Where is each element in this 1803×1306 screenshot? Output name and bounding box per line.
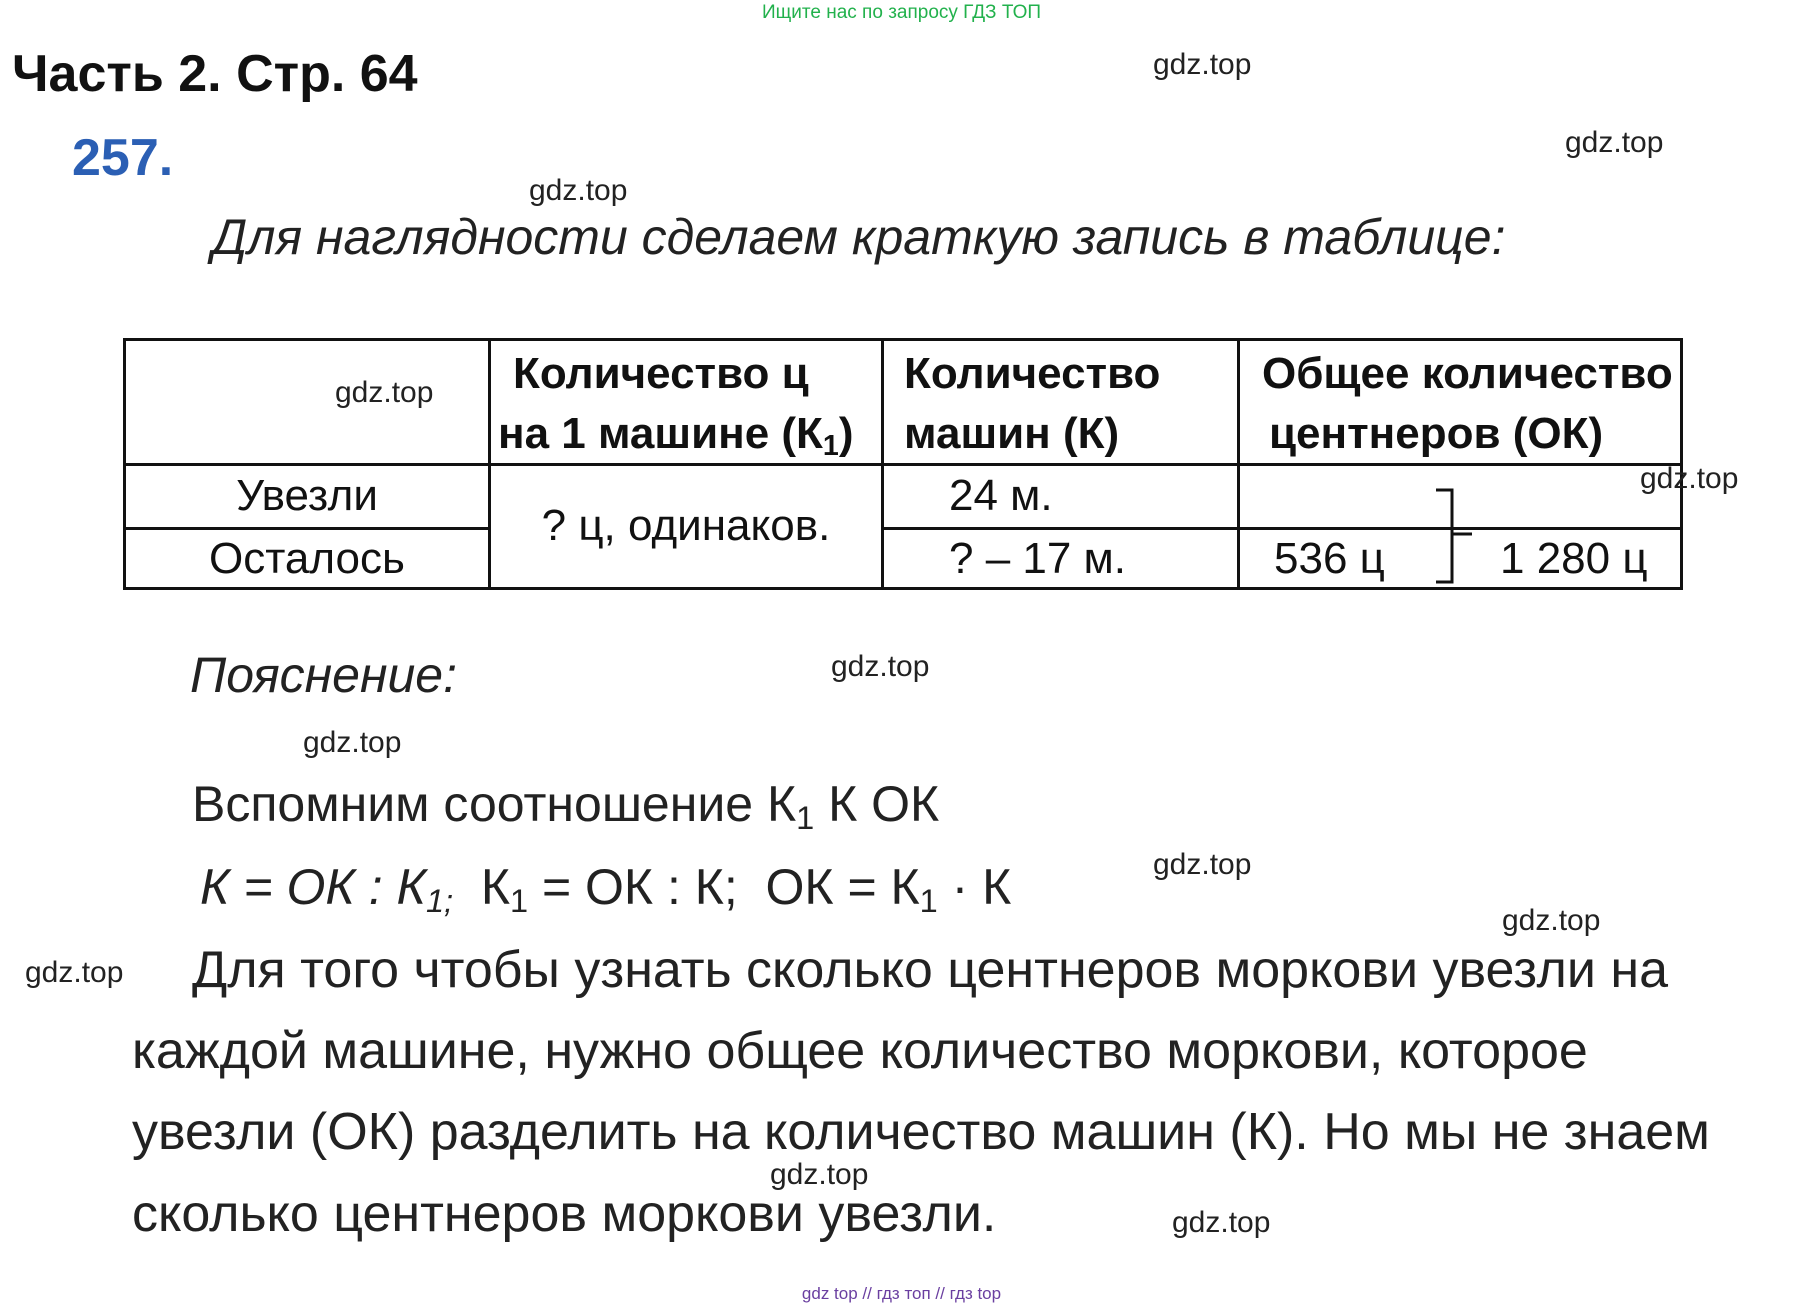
footer: gdz top // гдз топ // гдз top	[801, 1284, 1002, 1303]
recall-line: Вспомним соотношение К1 К ОК	[192, 776, 940, 837]
task-number: 257.	[72, 129, 174, 187]
table-divider	[126, 527, 491, 530]
watermark: gdz.top	[1153, 48, 1252, 81]
brace-icon	[1426, 486, 1486, 586]
formula-line: К = ОК : К1; К1 = ОК : К; ОК = К1 · К	[200, 859, 1012, 920]
watermark: gdz.top	[1172, 1206, 1271, 1239]
watermark: gdz.top	[25, 956, 124, 989]
watermark: gdz.top	[770, 1158, 869, 1191]
paragraph-line: увезли (ОК) разделить на количество машин (К). Но мы не знаем	[132, 1103, 1710, 1161]
row-label-remaining: Осталось	[209, 534, 405, 583]
header-cars-line1: Количество	[904, 349, 1161, 398]
paragraph-line: Для того чтобы узнать сколько центнеров моркови увезли на	[192, 941, 1669, 999]
watermark: gdz.top	[303, 726, 402, 759]
watermark: gdz.top	[529, 174, 628, 207]
row2-cars-value: ? – 17 м.	[949, 534, 1127, 583]
header-per-car-line2: на 1 машине (К1)	[498, 409, 854, 463]
explanation-title: Пояснение:	[190, 647, 457, 703]
part-title: Часть 2. Стр. 64	[12, 45, 418, 103]
header-total-line1: Общее количество	[1262, 349, 1673, 398]
row-label-taken: Увезли	[236, 471, 378, 520]
row1-cars-value: 24 м.	[949, 471, 1053, 520]
watermark: gdz.top	[335, 376, 434, 409]
header-per-car-line1: Количество ц	[513, 349, 809, 398]
watermark: gdz.top	[1640, 462, 1739, 495]
top-banner: Ищите нас по запросу ГДЗ ТОП	[761, 2, 1042, 23]
header-total-line2: центнеров (ОК)	[1269, 409, 1604, 458]
watermark: gdz.top	[1565, 126, 1664, 159]
table-divider	[881, 527, 1680, 530]
sum-total-value: 1 280 ц	[1500, 534, 1648, 583]
paragraph-line: сколько центнеров моркови увезли.	[132, 1185, 997, 1243]
intro-text: Для наглядности сделаем краткую запись в таблице:	[212, 209, 1506, 265]
watermark: gdz.top	[1502, 904, 1601, 937]
watermark: gdz.top	[1153, 848, 1252, 881]
per-car-value: ? ц, одинаков.	[541, 501, 831, 550]
watermark: gdz.top	[831, 650, 930, 683]
header-cars-line2: машин (К)	[904, 409, 1120, 458]
table-divider	[126, 463, 1680, 466]
paragraph-line: каждой машине, нужно общее количество моркови, которое	[132, 1022, 1588, 1080]
row2-total-value: 536 ц	[1274, 534, 1385, 583]
